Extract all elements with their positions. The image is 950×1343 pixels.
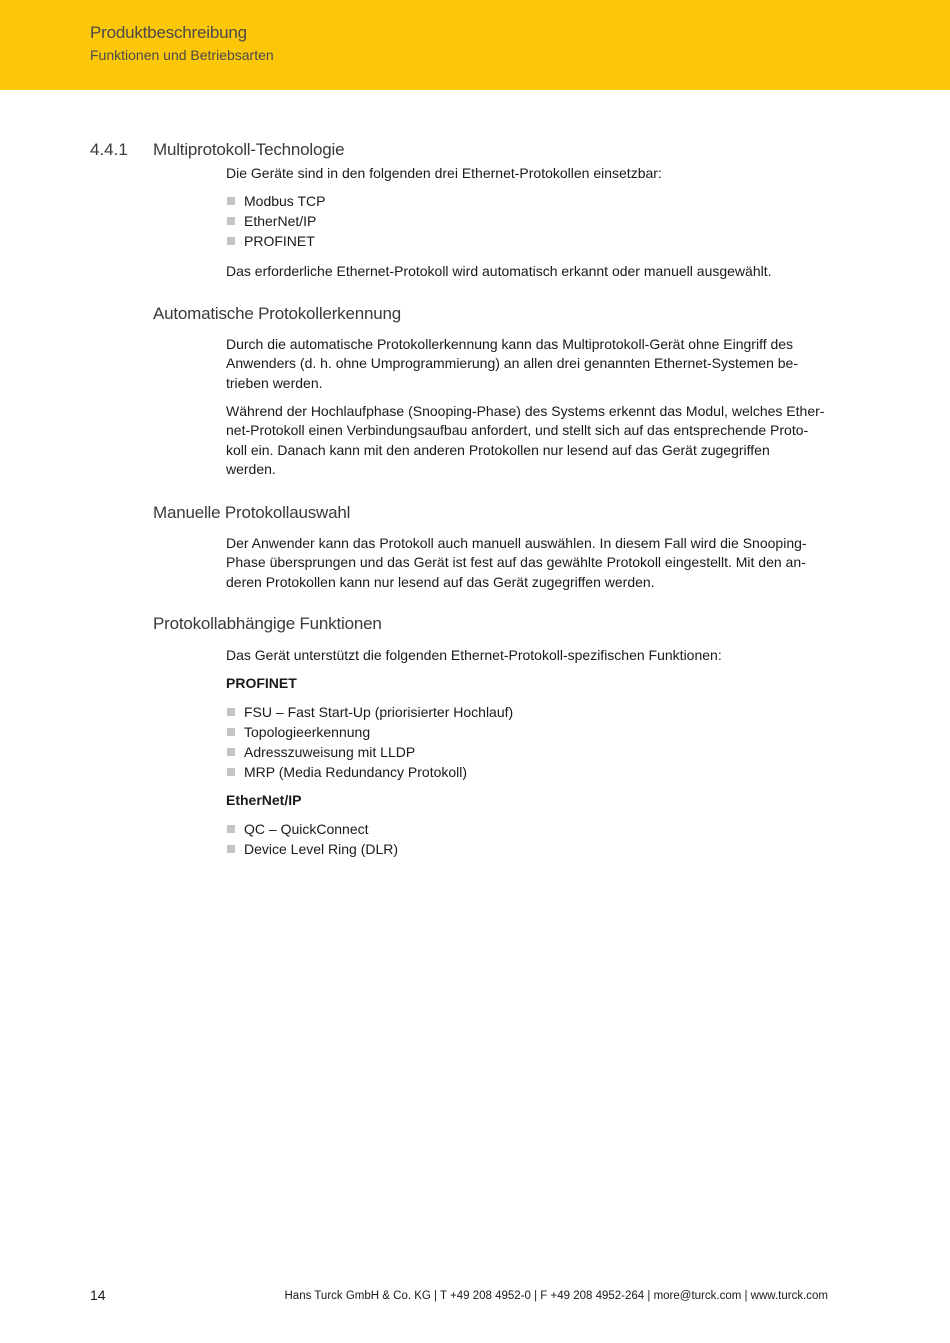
bullet-square-icon bbox=[227, 237, 235, 245]
footer-contact: Hans Turck GmbH & Co. KG | T +49 208 4952-0 | F +49 208 4952-264 | more@turck.com | www.turck.com bbox=[284, 1290, 828, 1302]
list-item: Topologieerkennung bbox=[226, 722, 513, 742]
section-title: Multiprotokoll-Technologie bbox=[153, 140, 345, 159]
bullet-square-icon bbox=[227, 217, 235, 225]
list-item: MRP (Media Redundancy Protokoll) bbox=[226, 762, 513, 782]
bullet-square-icon bbox=[227, 708, 235, 716]
list-item: Modbus TCP bbox=[226, 191, 325, 211]
bullet-square-icon bbox=[227, 748, 235, 756]
protocol-list bbox=[226, 191, 325, 251]
header-subtitle: Funktionen und Betriebsarten bbox=[90, 47, 274, 63]
ethernetip-function-list bbox=[226, 819, 398, 859]
bullet-square-icon bbox=[227, 845, 235, 853]
auto-heading: Automatische Protokollerkennung bbox=[153, 304, 402, 323]
auto-paragraph-2: Während der Hochlaufphase (Snooping-Phase) des Systems erkennt das Modul, welches Ether- net-Protokoll einen Verbindungsaufbau anfordert, und stellt sich auf das entsprechende Proto- koll ein. Danach kann mit den anderen Protokollen nur lesend auf das Gerät zugegriffen werden. bbox=[226, 403, 825, 477]
section-number: 4.4.1 bbox=[90, 140, 128, 159]
auto-paragraph-1: Durch die automatische Protokollerkennung kann das Multiprotokoll-Gerät ohne Eingriff des Anwenders (d. h. ohne Umprogrammierung) an allen drei genannten Ethernet-Systemen be- trieben werden. bbox=[226, 336, 798, 391]
ethernetip-label: EtherNet/IP bbox=[226, 792, 302, 808]
list-item: FSU – Fast Start-Up (priorisierter Hochlauf) bbox=[226, 702, 513, 722]
bullet-square-icon bbox=[227, 768, 235, 776]
header-title: Produktbeschreibung bbox=[90, 23, 247, 42]
functions-intro: Das Gerät unterstützt die folgenden Ethernet-Protokoll-spezifischen Funktionen: bbox=[226, 647, 722, 663]
section-outro: Das erforderliche Ethernet-Protokoll wird automatisch erkannt oder manuell ausgewählt. bbox=[226, 263, 772, 279]
manual-heading: Manuelle Protokollauswahl bbox=[153, 503, 351, 522]
section-intro: Die Geräte sind in den folgenden drei Ethernet-Protokollen einsetzbar: bbox=[226, 165, 662, 181]
list-item: PROFINET bbox=[226, 231, 325, 251]
profinet-label: PROFINET bbox=[226, 675, 297, 691]
bullet-square-icon bbox=[227, 197, 235, 205]
bullet-square-icon bbox=[227, 728, 235, 736]
profinet-function-list bbox=[226, 702, 513, 782]
page-number: 14 bbox=[90, 1287, 106, 1303]
manual-paragraph: Der Anwender kann das Protokoll auch manuell auswählen. In diesem Fall wird die Snooping- Phase übersprungen und das Gerät ist fest auf das gewählte Protokoll eingestellt. Mit den an- deren Protokollen kann nur lesend auf das Gerät zugegriffen werden. bbox=[226, 535, 807, 590]
functions-heading: Protokollabhängige Funktionen bbox=[153, 614, 382, 633]
list-item: EtherNet/IP bbox=[226, 211, 325, 231]
bullet-square-icon bbox=[227, 825, 235, 833]
list-item: Adresszuweisung mit LLDP bbox=[226, 742, 513, 762]
list-item: Device Level Ring (DLR) bbox=[226, 839, 398, 859]
list-item: QC – QuickConnect bbox=[226, 819, 398, 839]
page-header bbox=[0, 0, 950, 90]
